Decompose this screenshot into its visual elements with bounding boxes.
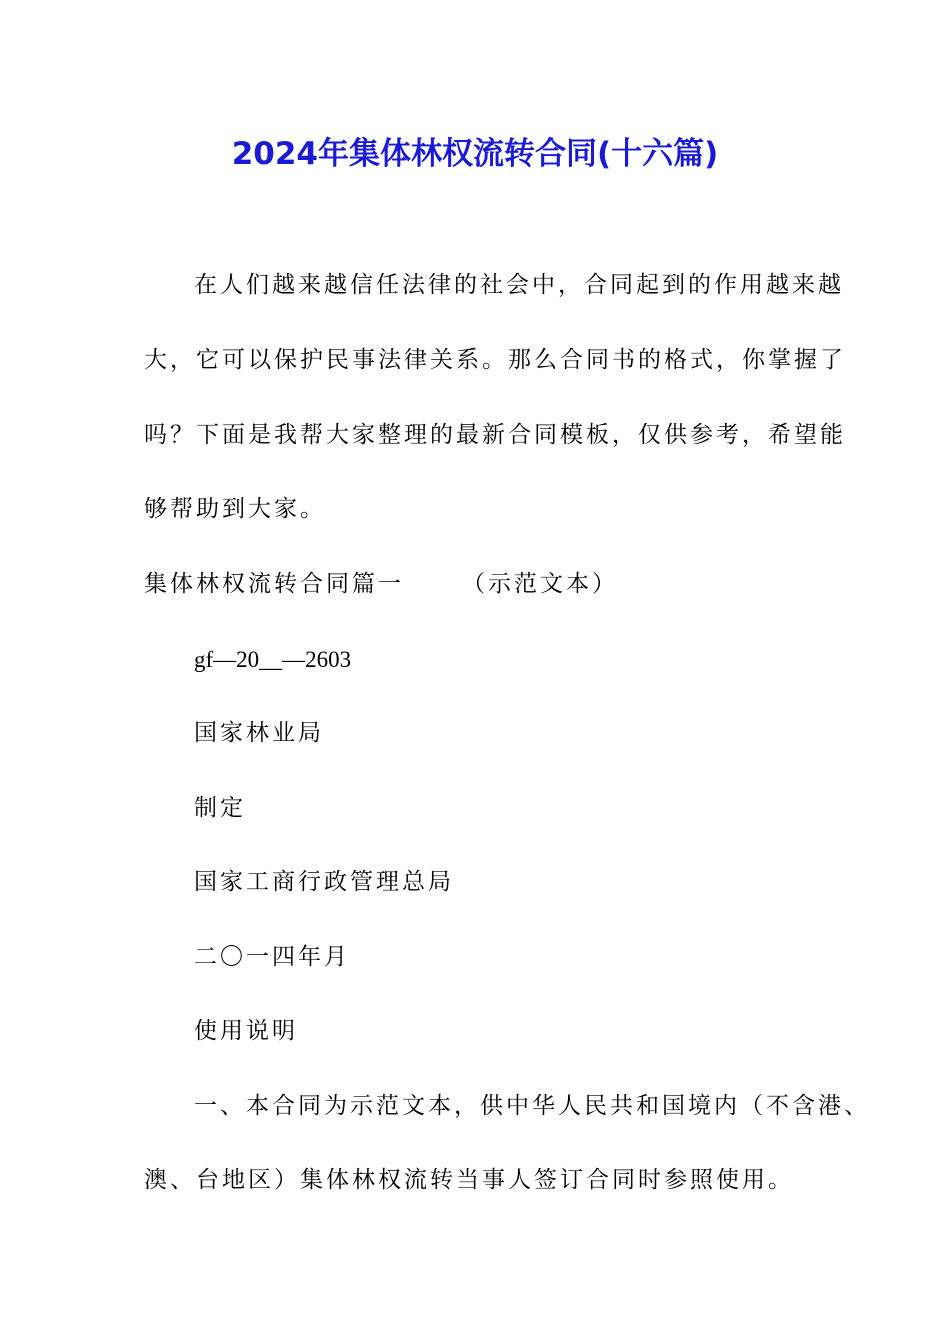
intro-line-3: 吗？下面是我帮大家整理的最新合同模板，仅供参考，希望能 (144, 422, 846, 448)
section-heading: 集体林权流转合同篇一 (144, 571, 404, 597)
usage-item-1-line-2: 澳、台地区）集体林权流转当事人签订合同时参照使用。 (144, 1167, 794, 1193)
intro-line-4: 够帮助到大家。 (144, 496, 326, 522)
intro-line-1: 在人们越来越信任法律的社会中，合同起到的作用越来越 (194, 272, 844, 298)
issuer-forestry: 国家林业局 (194, 720, 324, 746)
issuer-commerce: 国家工商行政管理总局 (194, 869, 454, 895)
intro-line-2: 大，它可以保护民事法律关系。那么合同书的格式，你掌握了 (144, 347, 846, 373)
usage-title: 使用说明 (194, 1018, 298, 1044)
document-title: 2024年集体林权流转合同(十六篇) (231, 136, 719, 172)
document-code: gf—20__—2603 (194, 647, 352, 672)
section-heading-row (144, 569, 618, 599)
usage-item-1-line-1: 一、本合同为示范文本，供中华人民共和国境内（不含港、 (194, 1093, 870, 1119)
section-note: （示范文本） (462, 571, 618, 597)
document-date: 二〇一四年月 (194, 944, 350, 970)
made-label: 制定 (194, 795, 246, 821)
